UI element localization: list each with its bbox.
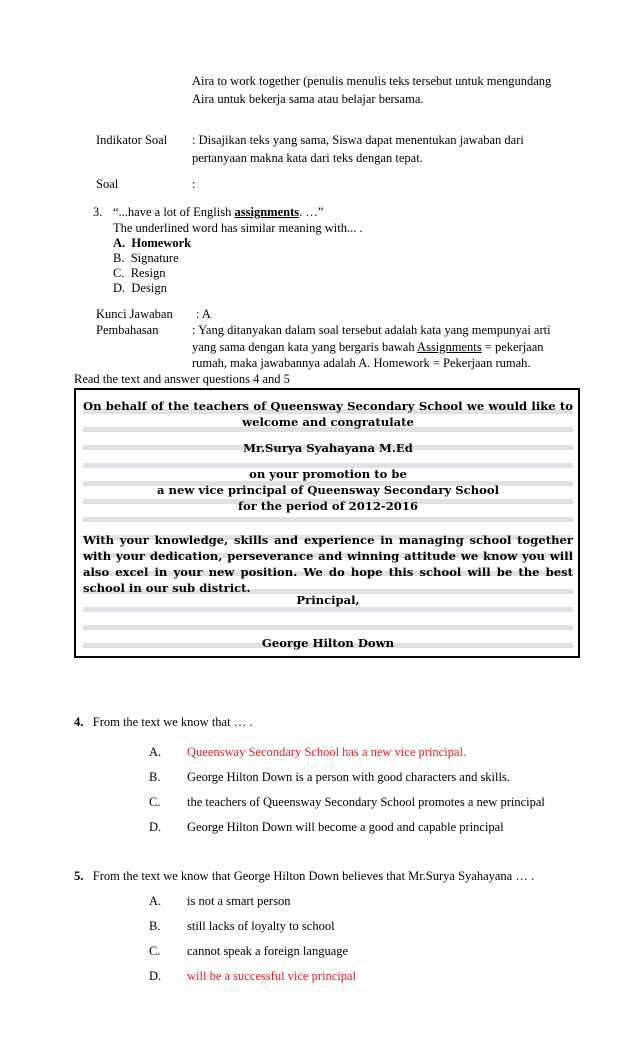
indikator-label: Indikator Soal xyxy=(96,133,168,147)
notice-body-4: school in our sub district. xyxy=(83,581,251,595)
kunci-label: Kunci Jawaban xyxy=(96,307,173,321)
q4-option-a-letter: A. xyxy=(149,745,162,759)
soal-colon: : xyxy=(192,177,196,191)
q3-stem-line-2: The underlined word has similar meaning with... . xyxy=(113,221,363,235)
continuation-line-1: Aira to work together (penulis menulis teks tersebut untuk mengundang xyxy=(192,74,552,88)
indikator-line-2: pertanyaan makna kata dari teks dengan tepat. xyxy=(192,151,423,165)
q5-option-c-letter: C. xyxy=(149,944,161,958)
q3-stem: “...have a lot of English assignments. …” xyxy=(113,205,324,219)
q5-option-b-letter: B. xyxy=(149,919,161,933)
q4-option-b-letter: B. xyxy=(149,770,161,784)
pembahasan-line-3: rumah, maka jawabannya adalah A. Homework = Pekerjaan rumah. xyxy=(192,356,531,370)
q5-option-c-text: cannot speak a foreign language xyxy=(187,944,349,958)
notice-line-1: On behalf of the teachers of Queensway Secondary School we would like to xyxy=(83,399,573,413)
notice-line-3: on your promotion to be xyxy=(249,467,407,481)
notice-line-5: for the period of 2012-2016 xyxy=(237,499,419,513)
pembahasan-line-2: yang sama dengan kata yang bergaris bawah Assignments = pekerjaan xyxy=(192,340,544,354)
q3-number: 3. xyxy=(93,205,103,219)
q5-option-a-text: is not a smart person xyxy=(187,894,291,908)
notice-body-1: With your knowledge, skills and experience in managing school together xyxy=(83,533,573,547)
q5-option-a-letter: A. xyxy=(149,894,162,908)
q4-option-c-letter: C. xyxy=(149,795,161,809)
notice-signer: George Hilton Down xyxy=(261,636,395,650)
q4-option-a-text: Queensway Secondary School has a new vice principal. xyxy=(187,745,467,759)
reading-instruction: Read the text and answer questions 4 and 5 xyxy=(74,372,290,386)
q3-option-a: A. Homework xyxy=(113,236,192,250)
q4-option-b-text: George Hilton Down is a person with good characters and skills. xyxy=(187,770,510,784)
notice-name: Mr.Surya Syahayana M.Ed xyxy=(243,441,413,455)
pembahasan-label: Pembahasan xyxy=(96,323,159,337)
notice-principal: Principal, xyxy=(296,593,360,607)
kunci-value: : A xyxy=(196,307,211,321)
continuation-line-2: Aira untuk bekerja sama atau belajar bersama. xyxy=(192,92,424,106)
soal-label: Soal xyxy=(96,177,119,191)
pembahasan-line-1: : Yang ditanyakan dalam soal tersebut adalah kata yang mempunyai arti xyxy=(192,323,551,337)
q5-option-b-text: still lacks of loyalty to school xyxy=(187,919,335,933)
q4-option-d-letter: D. xyxy=(149,820,162,834)
q4-option-d-text: George Hilton Down will become a good and capable principal xyxy=(187,820,504,834)
q5-option-d-letter: D. xyxy=(149,969,162,983)
q3-option-b: B. Signature xyxy=(113,251,179,265)
notice-content xyxy=(83,396,573,650)
q3-underlined-word: assignments xyxy=(234,205,300,219)
congratulation-notice xyxy=(74,388,580,658)
notice-line-4: a new vice principal of Queensway Secondary School xyxy=(156,483,499,497)
q4-option-c-text: the teachers of Queensway Secondary School promotes a new principal xyxy=(187,795,545,809)
indikator-line-1: : Disajikan teks yang sama, Siswa dapat menentukan jawaban dari xyxy=(192,133,524,147)
q5-option-d-text: will be a successful vice principal xyxy=(187,969,357,983)
q4-stem: 4. From the text we know that … . xyxy=(74,715,253,729)
notice-body-3: also excel in your new position. We do hope this school will be the best xyxy=(83,565,573,579)
q5-stem: 5. From the text we know that George Hilton Down believes that Mr.Surya Syahayana … . xyxy=(74,869,535,883)
notice-body-2: with your dedication, perseverance and winning attitude we know you will xyxy=(83,549,573,563)
notice-line-2: welcome and congratulate xyxy=(242,415,414,429)
q3-option-d: D. Design xyxy=(113,281,167,295)
q3-option-c: C. Resign xyxy=(113,266,166,280)
